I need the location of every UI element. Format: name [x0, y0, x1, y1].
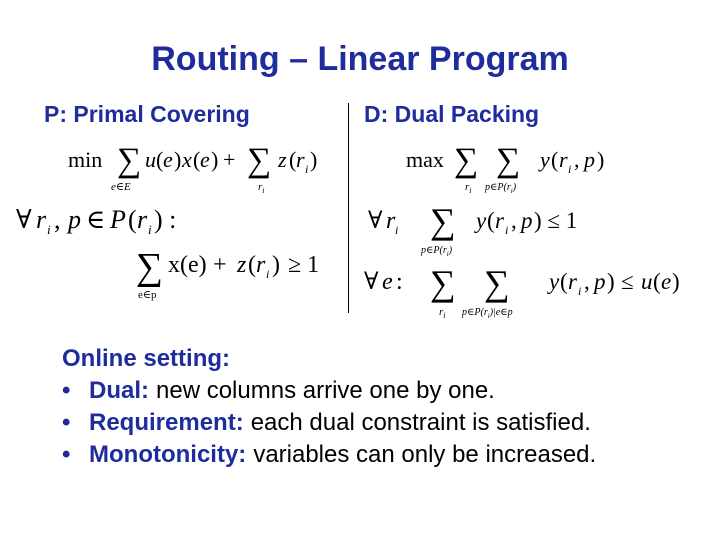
svg-text:∑: ∑: [496, 142, 521, 179]
svg-text:e: e: [661, 269, 672, 294]
primal-constraint: [136, 246, 319, 301]
svg-text:(: (: [289, 147, 297, 172]
svg-text:y: y: [540, 147, 550, 172]
bullet-key: Dual:: [89, 377, 149, 404]
bullet-text: new columns arrive one by one.: [156, 377, 495, 404]
svg-text:u: u: [145, 147, 156, 172]
svg-text:∑: ∑: [430, 263, 456, 303]
svg-text:r: r: [296, 147, 305, 172]
bullet-item-requirement: [62, 407, 702, 439]
svg-text:r: r: [256, 252, 266, 278]
svg-text:(: (: [193, 147, 201, 172]
svg-text:max: max: [406, 147, 444, 172]
svg-text:y: y: [476, 208, 487, 233]
bullet-text: each dual constraint is satisfied.: [250, 409, 591, 436]
svg-text:r: r: [137, 205, 148, 234]
svg-text:r: r: [559, 147, 568, 172]
bullet-item-dual: [62, 375, 702, 407]
svg-text:): ): [607, 269, 615, 294]
svg-text:e: e: [200, 147, 210, 172]
svg-text:∈: ∈: [86, 205, 106, 234]
svg-text:) :: ) :: [154, 205, 177, 234]
svg-text:i: i: [305, 162, 309, 176]
online-setting-block: [62, 343, 702, 471]
svg-text:ri: $r_i$: [465, 181, 472, 195]
primal-objective: [68, 142, 317, 195]
svg-text:r: r: [36, 205, 47, 234]
bullet-text: variables can only be increased.: [253, 441, 597, 468]
svg-text:p: p: [594, 269, 606, 294]
bullet-key: Monotonicity:: [89, 441, 247, 468]
svg-text:(: (: [487, 208, 495, 233]
svg-text:p: p: [521, 208, 533, 233]
svg-text:e: e: [382, 269, 393, 295]
svg-text:e∈p: e∈p: [138, 289, 157, 301]
slide-title: Routing – Linear Program: [151, 40, 569, 78]
svg-text:∀: ∀: [368, 208, 383, 234]
svg-text:): ): [672, 269, 680, 294]
svg-text:): ): [272, 252, 280, 278]
svg-text:x(e): x(e): [168, 252, 207, 278]
svg-text:(: (: [156, 147, 164, 172]
svg-text:∑: ∑: [430, 201, 456, 241]
svg-text:+: +: [213, 252, 227, 278]
svg-text:∀: ∀: [364, 269, 379, 295]
svg-text:(: (: [653, 269, 661, 294]
svg-text:r: r: [386, 208, 396, 234]
svg-text:∀: ∀: [16, 205, 32, 234]
svg-text:z: z: [278, 147, 287, 172]
svg-text:u: u: [641, 269, 653, 294]
dual-objective: [406, 142, 604, 195]
svg-text:,: ,: [584, 269, 590, 294]
primal-forall: [16, 205, 176, 237]
svg-text:p: p: [68, 205, 81, 234]
svg-text:): ): [310, 147, 318, 172]
svg-text:∑: ∑: [117, 142, 142, 179]
svg-text:i: i: [505, 223, 509, 237]
svg-text:i: i: [47, 222, 51, 237]
bullet-icon: •: [62, 409, 71, 436]
svg-text:): ): [174, 147, 182, 172]
svg-text:(: (: [248, 252, 256, 278]
bullet-icon: •: [62, 377, 71, 404]
svg-text:i: i: [395, 223, 399, 237]
svg-text:+: +: [223, 147, 236, 172]
svg-text:,: ,: [54, 205, 61, 234]
svg-text:ri: $r_i$: [439, 306, 446, 320]
svg-text:i: i: [578, 284, 582, 298]
svg-text:r: r: [495, 208, 504, 233]
svg-text:P: P: [110, 205, 126, 234]
svg-text:≤: ≤: [621, 269, 634, 294]
svg-text:p∈P(ri): $p\in P(r_i)$: [421, 245, 453, 258]
svg-text:y: y: [549, 269, 560, 294]
svg-text:∑: ∑: [136, 246, 164, 288]
svg-text:i: i: [568, 162, 572, 176]
svg-text:,: ,: [574, 147, 580, 172]
svg-text:(: (: [128, 205, 137, 234]
svg-text:∑: ∑: [484, 263, 510, 303]
svg-text:e: e: [163, 147, 173, 172]
svg-text:∑: ∑: [247, 142, 272, 179]
svg-text:r: r: [568, 269, 577, 294]
dual-constraint-1: [368, 201, 577, 258]
bullet-key: Requirement:: [89, 409, 244, 436]
svg-text::: :: [396, 269, 403, 295]
svg-text:ri: $r_i$: [258, 181, 265, 195]
svg-text:i: i: [148, 222, 152, 237]
svg-text:min: min: [68, 147, 103, 172]
dual-heading: D: Dual Packing: [364, 101, 540, 127]
svg-text:e∈E: e∈E: [111, 181, 131, 193]
dual-constraint-2: [364, 263, 680, 320]
svg-text:) ≤ 1: ) ≤ 1: [534, 208, 578, 233]
bullet-item-monotonicity: [62, 439, 702, 471]
primal-heading: P: Primal Covering: [44, 101, 250, 127]
svg-text:(: (: [560, 269, 568, 294]
online-heading: Online setting:: [62, 345, 230, 372]
svg-text:p∈P(ri)|e∈p: $p\in P(r_i)|e\in p$: [462, 307, 513, 320]
svg-text:x: x: [182, 147, 192, 172]
svg-text:p∈P(ri): $p\in P(r_i)$: [485, 182, 517, 195]
svg-text:): ): [597, 147, 605, 172]
svg-text:i: i: [266, 267, 270, 281]
svg-text:(: (: [551, 147, 559, 172]
svg-text:,: ,: [511, 208, 517, 233]
svg-text:≥ 1: ≥ 1: [288, 252, 320, 278]
bullet-icon: •: [62, 441, 71, 468]
svg-text:): ): [211, 147, 219, 172]
svg-text:p: p: [584, 147, 595, 172]
svg-text:∑: ∑: [454, 142, 479, 179]
svg-text:z: z: [237, 252, 247, 278]
